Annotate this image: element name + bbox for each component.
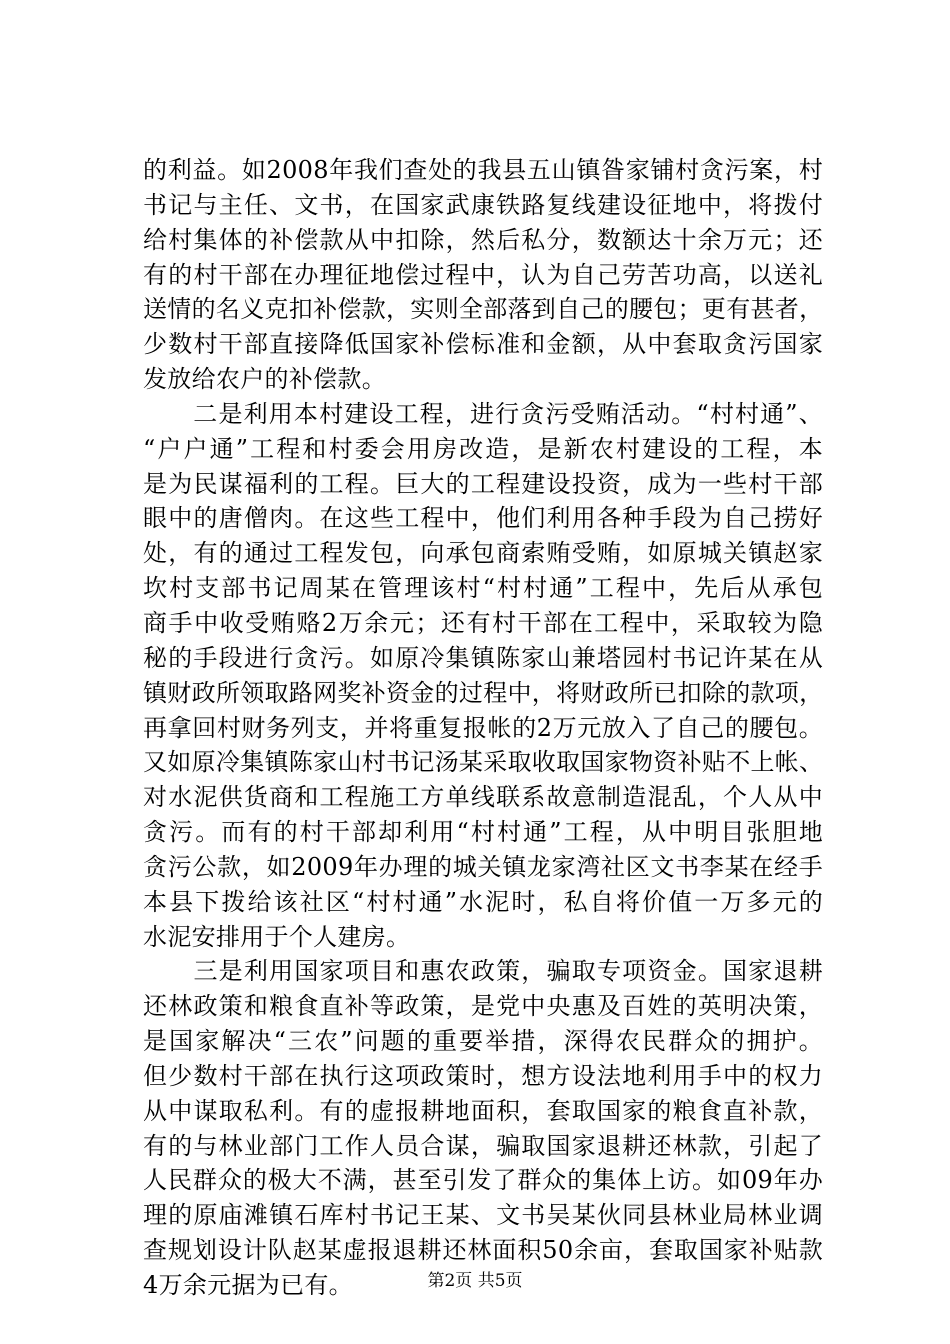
text-line: 发放给农户的补偿款。	[143, 365, 386, 394]
text-line: 贪污。而有的村干部却利用“村村通”工程，从中明目张胆地	[143, 818, 823, 847]
text-line: 坎村支部书记周某在管理该村“村村通”工程中，先后从承包	[143, 574, 823, 603]
text-line: 4万余元据为已有。	[143, 1271, 353, 1299]
text-line: 贪污公款，如2009年办理的城关镇龙家湾社区文书李某在经手	[143, 852, 823, 881]
text-line: 有的与林业部门工作人员合谋，骗取国家退耕还林款，引起了	[143, 1131, 823, 1160]
text-line: 处，有的通过工程发包，向承包商索贿受贿，如原城关镇赵家	[143, 539, 823, 568]
text-line: 有的村干部在办理征地偿过程中，认为自己劳苦功高，以送礼	[143, 260, 823, 289]
text-line: 的利益。如2008年我们查处的我县五山镇昝家铺村贪污案，村	[143, 156, 823, 184]
text-line: 还林政策和粮食直补等政策，是党中央惠及百姓的英明决策，	[143, 992, 823, 1021]
text-line: 三是利用国家项目和惠农政策，骗取专项资金。国家退耕	[143, 957, 823, 986]
text-line: 镇财政所领取路网奖补资金的过程中，将财政所已扣除的款项，	[143, 678, 824, 707]
text-line: 查规划设计队赵某虚报退耕还林面积50余亩，套取国家补贴款	[143, 1236, 823, 1265]
text-line: 水泥安排用于个人建房。	[143, 922, 411, 951]
text-line: 理的原庙滩镇石库村书记王某、文书吴某伙同县林业局林业调	[143, 1201, 823, 1230]
text-line: 给村集体的补偿款从中扣除，然后私分，数额达十余万元；还	[143, 225, 823, 254]
text-line: 再拿回村财务列支，并将重复报帐的2万元放入了自己的腰包。	[143, 713, 823, 742]
document-body	[143, 153, 823, 1303]
text-line: 送情的名义克扣补偿款，实则全部落到自己的腰包；更有甚者，	[143, 295, 824, 324]
text-line: “户户通”工程和村委会用房改造，是新农村建设的工程，本	[143, 434, 823, 463]
text-line: 是为民谋福利的工程。巨大的工程建设投资，成为一些村干部	[143, 469, 823, 498]
page-footer: 第2页 共5页	[427, 1271, 523, 1291]
text-line: 眼中的唐僧肉。在这些工程中，他们利用各种手段为自己捞好	[143, 504, 823, 533]
text-line: 少数村干部直接降低国家补偿标准和金额，从中套取贪污国家	[143, 330, 823, 359]
text-line: 本县下拨给该社区“村村通”水泥时，私自将价值一万多元的	[143, 887, 823, 916]
text-line: 书记与主任、文书，在国家武康铁路复线建设征地中，将拨付	[143, 190, 823, 219]
text-line: 是国家解决“三农”问题的重要举措，深得农民群众的拥护。	[143, 1027, 823, 1056]
text-line: 商手中收受贿赂2万余元；还有村干部在工程中，采取较为隐	[143, 608, 823, 637]
text-line: 秘的手段进行贪污。如原冷集镇陈家山兼塔园村书记许某在从	[143, 643, 823, 672]
text-line: 从中谋取私利。有的虚报耕地面积，套取国家的粮食直补款，	[143, 1096, 823, 1125]
text-line: 人民群众的极大不满，甚至引发了群众的集体上访。如09年办	[143, 1166, 823, 1195]
text-line: 又如原冷集镇陈家山村书记汤某采取收取国家物资补贴不上帐、	[143, 748, 824, 777]
text-line: 但少数村干部在执行这项政策时，想方设法地利用手中的权力	[143, 1061, 823, 1090]
text-line: 对水泥供货商和工程施工方单线联系故意制造混乱，个人从中	[143, 783, 823, 812]
text-line: 二是利用本村建设工程，进行贪污受贿活动。“村村通”、	[143, 399, 823, 428]
